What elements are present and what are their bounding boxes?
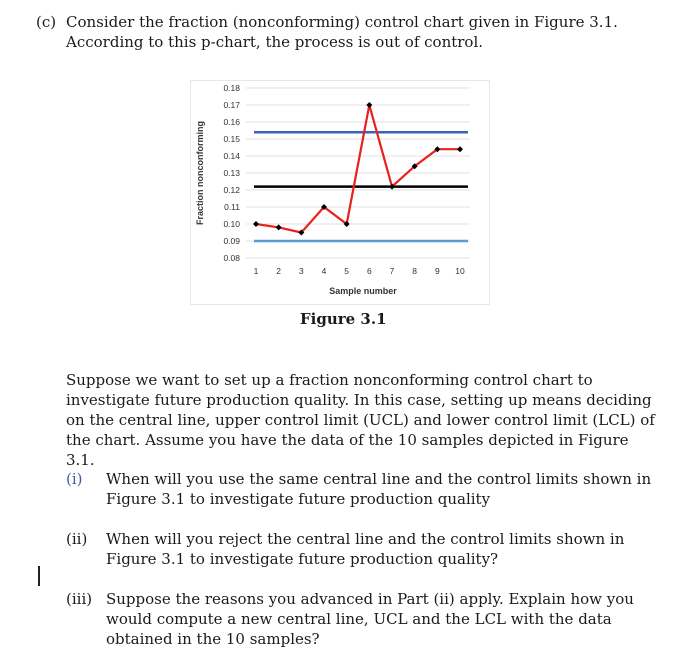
y-tick-label: 0.16 [223, 117, 240, 127]
figure-caption: Figure 3.1 [300, 310, 387, 328]
x-tick-label: 8 [412, 266, 418, 276]
y-tick-label: 0.17 [223, 100, 240, 110]
y-tick-label: 0.10 [223, 219, 240, 229]
x-tick-label: 9 [434, 266, 440, 276]
y-tick-label: 0.14 [223, 151, 240, 161]
series-line [256, 105, 460, 233]
data-point-10 [457, 146, 463, 152]
y-axis-title: Fraction nonconforming [195, 121, 205, 225]
x-tick-label: 4 [321, 266, 327, 276]
part-ii-text: When will you reject the central line and the control limits shown in Figure 3.1 to investigate future production quality? [106, 530, 625, 568]
x-tick-label: 7 [389, 266, 395, 276]
question-text-line1: Consider the fraction (nonconforming) control chart given in Figure 3.1. [66, 13, 618, 31]
p-chart [190, 80, 490, 305]
part-iii [66, 589, 666, 649]
p-chart-svg [190, 80, 490, 305]
y-tick-label: 0.09 [223, 236, 240, 246]
y-tick-label: 0.08 [223, 253, 240, 263]
text-cursor [38, 566, 40, 586]
question-c [36, 12, 656, 52]
x-tick-label: 6 [366, 266, 372, 276]
x-tick-label: 5 [344, 266, 350, 276]
y-tick-label: 0.13 [223, 168, 240, 178]
x-tick-label: 1 [253, 266, 259, 276]
x-tick-label: 10 [455, 266, 465, 276]
y-tick-label: 0.18 [223, 83, 240, 93]
problem-paragraph: Suppose we want to set up a fraction nonconforming control chart to investigate future production quality. In this case, setting up means deciding on the central line, upper control limit (UCL) and lower control limit (LCL) of the chart. Assume you have the data of the 10 samples depicted in Figure 3.1. [66, 371, 655, 469]
question-label: (c) [36, 13, 57, 31]
data-point-2 [276, 224, 282, 230]
part-i-number: (i) [66, 470, 83, 488]
x-tick-label: 3 [298, 266, 304, 276]
part-ii-number: (ii) [66, 530, 88, 548]
part-ii [66, 529, 666, 569]
y-tick-label: 0.12 [223, 185, 240, 195]
data-point-1 [253, 221, 259, 227]
x-tick-label: 2 [276, 266, 282, 276]
y-tick-label: 0.11 [224, 202, 240, 212]
part-iii-text: Suppose the reasons you advanced in Part (ii) apply. Explain how you would compute a new central line, UCL and the LCL with the data obtained in the 10 samples? [106, 590, 634, 648]
part-i-text: When will you use the same central line and the control limits shown in Figure 3.1 to investigate future production quality [106, 470, 652, 508]
question-text-line2: According to this p-chart, the process is out of control. [66, 33, 484, 51]
data-point-6 [366, 102, 372, 108]
y-tick-label: 0.15 [223, 134, 240, 144]
part-i [66, 469, 666, 509]
x-axis-title: Sample number [329, 286, 397, 296]
part-iii-number: (iii) [66, 590, 93, 608]
